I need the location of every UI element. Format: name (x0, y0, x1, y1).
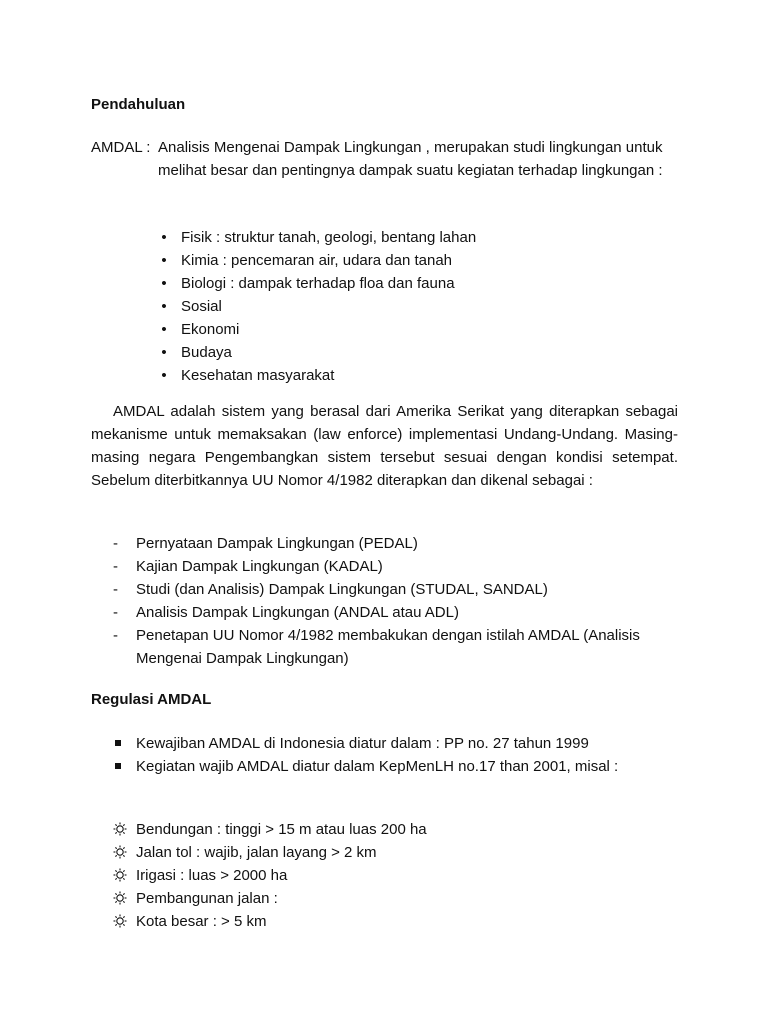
list-item: Bendungan : tinggi > 15 m atau luas 200 ha (113, 818, 427, 841)
bullet-dot-icon: • (161, 252, 167, 269)
dash-marker: - (113, 581, 118, 598)
list-item: - Penetapan UU Nomor 4/1982 membakukan dengan istilah AMDAL (Analisis Mengenai Dampak Lingkungan) (113, 624, 693, 670)
sun-bullet-icon (113, 914, 127, 928)
aspect-list (158, 226, 476, 387)
list-item: Irigasi : luas > 2000 ha (113, 864, 427, 887)
bullet-dot-icon: • (161, 229, 167, 246)
bullet-dot-icon: • (161, 367, 167, 384)
sun-bullet-icon (113, 845, 127, 859)
dash-marker: - (113, 627, 118, 644)
list-item: - Pernyataan Dampak Lingkungan (PEDAL) (113, 532, 693, 555)
sun-bullet-icon (113, 822, 127, 836)
bullet-dot-icon: • (161, 321, 167, 338)
list-item: • Ekonomi (158, 318, 476, 341)
former-names-list (113, 532, 693, 670)
bullet-dot-icon: • (161, 298, 167, 315)
dash-marker: - (113, 604, 118, 621)
list-item: Pembangunan jalan : (113, 887, 427, 910)
list-item: Kewajiban AMDAL di Indonesia diatur dalam : PP no. 27 tahun 1999 (113, 732, 673, 755)
list-item: Kegiatan wajib AMDAL diatur dalam KepMenLH no.17 than 2001, misal : (113, 755, 673, 778)
list-item: - Kajian Dampak Lingkungan (KADAL) (113, 555, 693, 578)
regulation-list (113, 732, 673, 778)
list-item: • Sosial (158, 295, 476, 318)
bullet-dot-icon: • (161, 275, 167, 292)
list-item: • Biologi : dampak terhadap floa dan fauna (158, 272, 476, 295)
amdal-definition: Analisis Mengenai Dampak Lingkungan , merupakan studi lingkungan untuk melihat besar dan pentingnya dampak suatu kegiatan terhadap lingkungan : (158, 139, 663, 179)
list-item: Kota besar : > 5 km (113, 910, 427, 933)
list-item: • Kesehatan masyarakat (158, 364, 476, 387)
dash-marker: - (113, 535, 118, 552)
sun-bullet-icon (113, 868, 127, 882)
heading-regulasi: Regulasi AMDAL (91, 691, 212, 708)
square-bullet-icon (115, 740, 121, 746)
example-activities-list (113, 818, 427, 933)
list-item: - Studi (dan Analisis) Dampak Lingkungan (STUDAL, SANDAL) (113, 578, 693, 601)
sun-bullet-icon (113, 891, 127, 905)
amdal-history-paragraph: AMDAL adalah sistem yang berasal dari Amerika Serikat yang diterapkan sebagai mekanisme untuk memaksakan (law enforce) implementasi Undang-Undang. Masing-masing negara Pengembangkan sistem tersebut sesuai dengan kondisi setempat. Sebelum diterbitkannya UU Nomor 4/1982 diterapkan dan dikenal sebagai : (91, 403, 678, 489)
list-item: • Budaya (158, 341, 476, 364)
heading-pendahuluan: Pendahuluan (91, 96, 186, 113)
list-item: - Analisis Dampak Lingkungan (ANDAL atau ADL) (113, 601, 693, 624)
bullet-dot-icon: • (161, 344, 167, 361)
list-item: Jalan tol : wajib, jalan layang > 2 km (113, 841, 427, 864)
dash-marker: - (113, 558, 118, 575)
list-item: • Kimia : pencemaran air, udara dan tanah (158, 249, 476, 272)
square-bullet-icon (115, 763, 121, 769)
amdal-term: AMDAL : (91, 139, 151, 156)
list-item: • Fisik : struktur tanah, geologi, bentang lahan (158, 226, 476, 249)
